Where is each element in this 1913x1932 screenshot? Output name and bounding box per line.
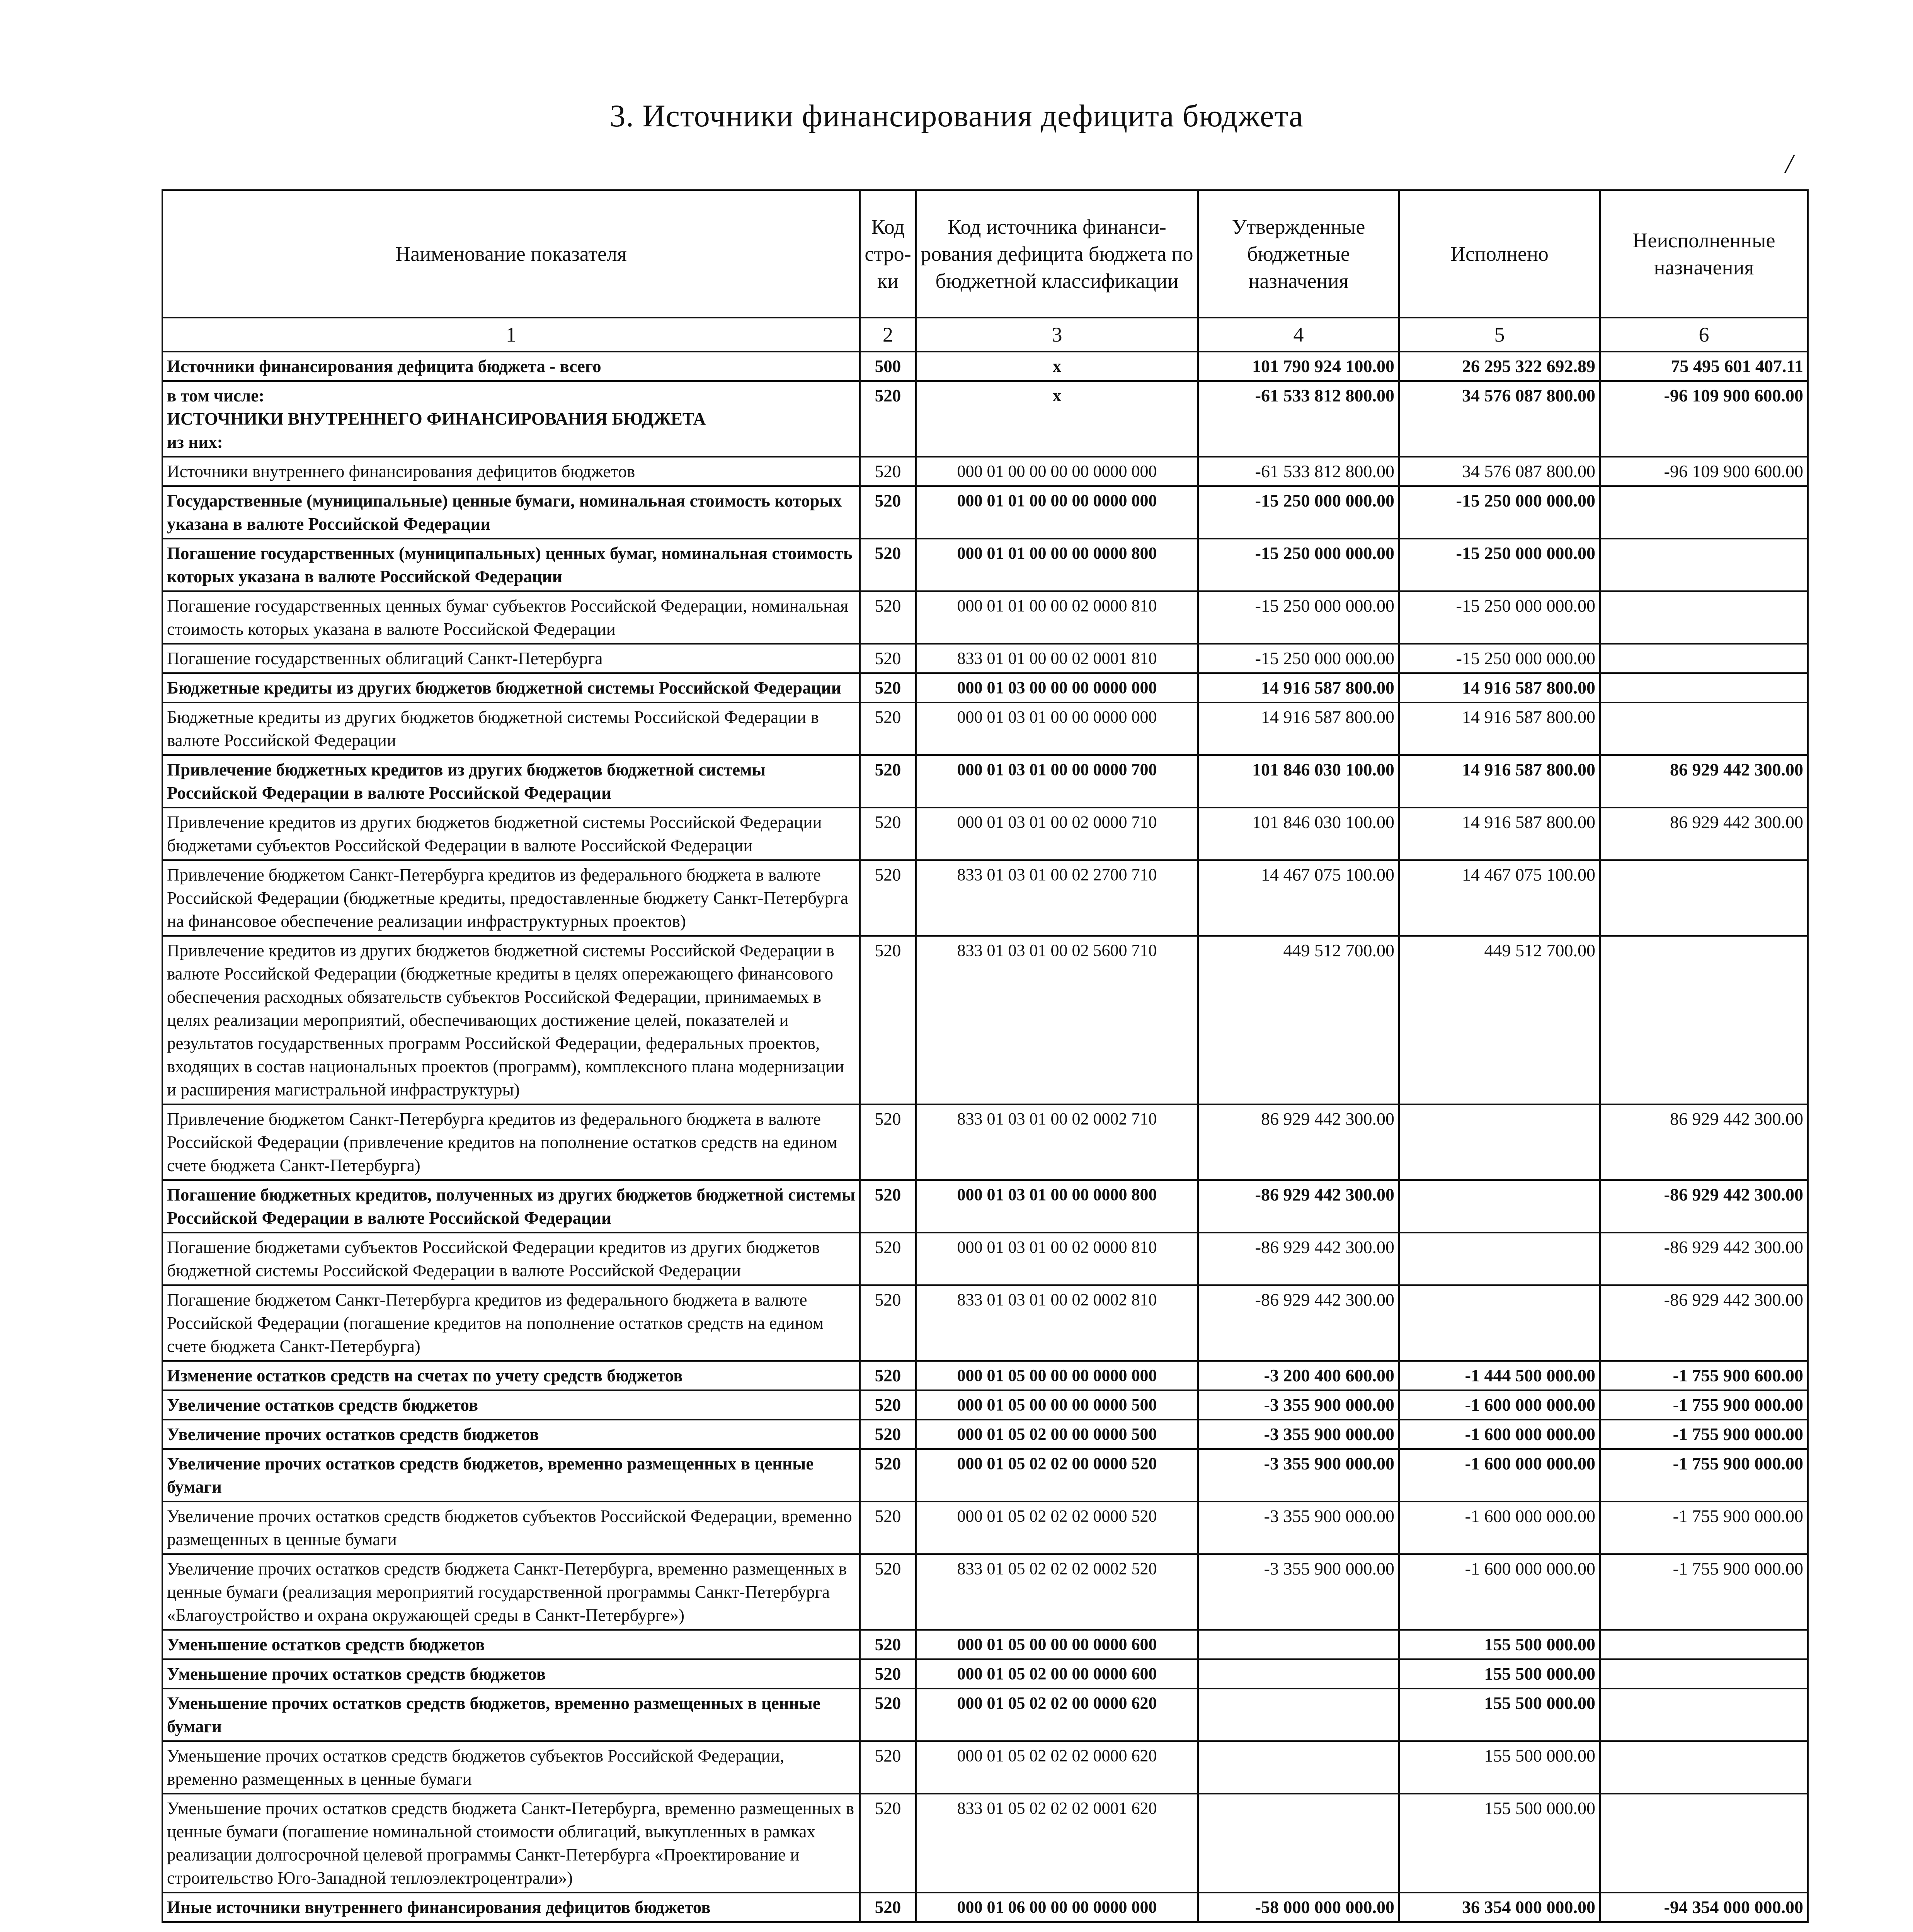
row-line-code: 520 <box>860 1449 916 1502</box>
row-executed: 14 916 587 800.00 <box>1399 673 1600 702</box>
row-executed: 26 295 322 692.89 <box>1399 352 1600 381</box>
col-header-name: Наименование показателя <box>162 190 860 318</box>
row-line-code: 520 <box>860 936 916 1104</box>
col-number: 6 <box>1600 318 1808 352</box>
row-executed: 155 500 000.00 <box>1399 1689 1600 1741</box>
row-unexecuted <box>1600 1794 1808 1893</box>
row-name: Иные источники внутреннего финансирования дефицитов бюджетов <box>162 1893 860 1922</box>
row-executed <box>1399 1104 1600 1180</box>
table-row <box>162 673 1808 702</box>
table-row <box>162 1554 1808 1630</box>
row-name: Увеличение прочих остатков средств бюджетов субъектов Российской Федерации, временно размещенных в ценные бумаги <box>162 1502 860 1554</box>
row-source-code: 833 01 05 02 02 02 0002 520 <box>916 1554 1198 1630</box>
row-name: Изменение остатков средств на счетах по учету средств бюджетов <box>162 1361 860 1390</box>
table-row <box>162 1361 1808 1390</box>
row-approved: -3 355 900 000.00 <box>1198 1420 1399 1449</box>
row-line-code: 520 <box>860 1659 916 1689</box>
row-executed: -1 600 000 000.00 <box>1399 1502 1600 1554</box>
row-executed: 449 512 700.00 <box>1399 936 1600 1104</box>
row-source-code: 000 01 01 00 00 00 0000 000 <box>916 486 1198 539</box>
row-source-code: 000 01 05 00 00 00 0000 500 <box>916 1390 1198 1420</box>
row-line-code: 520 <box>860 1285 916 1361</box>
row-executed: 14 916 587 800.00 <box>1399 808 1600 860</box>
row-line-code: 520 <box>860 486 916 539</box>
row-line-code: 520 <box>860 457 916 486</box>
row-name: Уменьшение прочих остатков средств бюджетов <box>162 1659 860 1689</box>
row-line-code: 520 <box>860 539 916 591</box>
row-approved: 449 512 700.00 <box>1198 936 1399 1104</box>
row-source-code: 000 01 05 02 02 00 0000 520 <box>916 1449 1198 1502</box>
row-line-code: 520 <box>860 1361 916 1390</box>
row-approved: 101 790 924 100.00 <box>1198 352 1399 381</box>
row-unexecuted <box>1600 936 1808 1104</box>
row-name: Уменьшение прочих остатков средств бюджетов, временно размещенных в ценные бумаги <box>162 1689 860 1741</box>
row-line-code: 520 <box>860 1420 916 1449</box>
table-row <box>162 1893 1808 1922</box>
col-number: 5 <box>1399 318 1600 352</box>
table-row <box>162 1449 1808 1502</box>
row-source-code: 833 01 03 01 00 02 2700 710 <box>916 860 1198 936</box>
row-name: Привлечение кредитов из других бюджетов бюджетной системы Российской Федерации в валюте Российской Федерации (бюджетные кредиты в целях опережающего финансового обеспечения расходных обязательств субъектов Российской Федерации, принимаемых в целях реализации мероприятий, обеспечивающих достижение целей, показателей и результатов государственных программ Российской Федерации, федеральных проектов, входящих в состав национальных проектов (программ), комплексного плана модернизации и расширения магистральной инфраструктуры) <box>162 936 860 1104</box>
row-line-code: 520 <box>860 1794 916 1893</box>
row-unexecuted: -96 109 900 600.00 <box>1600 381 1808 457</box>
row-source-code: 833 01 03 01 00 02 0002 710 <box>916 1104 1198 1180</box>
col-header-source-code: Код источника финанси-рования дефицита бюджета по бюджетной классификации <box>916 190 1198 318</box>
row-name: Увеличение прочих остатков средств бюджетов <box>162 1420 860 1449</box>
row-source-code: 000 01 05 00 00 00 0000 000 <box>916 1361 1198 1390</box>
table-row <box>162 808 1808 860</box>
row-unexecuted <box>1600 539 1808 591</box>
row-approved: 101 846 030 100.00 <box>1198 755 1399 808</box>
row-executed: 155 500 000.00 <box>1399 1741 1600 1794</box>
page-title: 3. Источники финансирования дефицита бюджета <box>609 98 1304 133</box>
table-row <box>162 486 1808 539</box>
row-source-code: x <box>916 352 1198 381</box>
row-source-code: 000 01 00 00 00 00 0000 000 <box>916 457 1198 486</box>
row-name: Уменьшение прочих остатков средств бюджетов субъектов Российской Федерации, временно размещенных в ценные бумаги <box>162 1741 860 1794</box>
row-unexecuted <box>1600 673 1808 702</box>
row-executed: 14 916 587 800.00 <box>1399 702 1600 755</box>
row-source-code: 000 01 05 02 02 02 0000 520 <box>916 1502 1198 1554</box>
row-line-code: 520 <box>860 860 916 936</box>
row-executed: -15 250 000 000.00 <box>1399 539 1600 591</box>
row-name: Привлечение бюджетом Санкт-Петербурга кредитов из федерального бюджета в валюте Российской Федерации (бюджетные кредиты, предоставленные бюджету Санкт-Петербурга на финансовое обеспечение реализации инфраструктурных проектов) <box>162 860 860 936</box>
row-name: Привлечение бюджетом Санкт-Петербурга кредитов из федерального бюджета в валюте Российской Федерации (привлечение кредитов на пополнение остатков средств на едином счете бюджета Санкт-Петербурга) <box>162 1104 860 1180</box>
col-number: 1 <box>162 318 860 352</box>
row-executed: 14 467 075 100.00 <box>1399 860 1600 936</box>
row-source-code: 000 01 03 01 00 00 0000 700 <box>916 755 1198 808</box>
row-line-code: 520 <box>860 1233 916 1285</box>
header-row <box>162 190 1808 318</box>
row-approved: -3 355 900 000.00 <box>1198 1554 1399 1630</box>
row-approved: 86 929 442 300.00 <box>1198 1104 1399 1180</box>
row-unexecuted: -96 109 900 600.00 <box>1600 457 1808 486</box>
row-line-code: 520 <box>860 1689 916 1741</box>
table-row <box>162 1741 1808 1794</box>
page-mark: / <box>1785 149 1793 179</box>
row-source-code: 000 01 03 01 00 00 0000 800 <box>916 1180 1198 1233</box>
table-row <box>162 457 1808 486</box>
row-executed: 155 500 000.00 <box>1399 1630 1600 1659</box>
row-unexecuted <box>1600 1689 1808 1741</box>
table-row <box>162 381 1808 457</box>
row-unexecuted: 86 929 442 300.00 <box>1600 808 1808 860</box>
row-name: Увеличение прочих остатков средств бюджета Санкт-Петербурга, временно размещенных в ценные бумаги (реализация мероприятий государственной программы Санкт-Петербурга «Благоустройство и охрана окружающей среды в Санкт-Петербурге») <box>162 1554 860 1630</box>
row-unexecuted <box>1600 1630 1808 1659</box>
row-unexecuted: -1 755 900 000.00 <box>1600 1502 1808 1554</box>
row-source-code: 000 01 06 00 00 00 0000 000 <box>916 1893 1198 1922</box>
row-executed: 34 576 087 800.00 <box>1399 457 1600 486</box>
row-approved <box>1198 1741 1399 1794</box>
row-source-code: 833 01 05 02 02 02 0001 620 <box>916 1794 1198 1893</box>
row-source-code: 000 01 03 01 00 02 0000 710 <box>916 808 1198 860</box>
row-name: Бюджетные кредиты из других бюджетов бюджетной системы Российской Федерации в валюте Российской Федерации <box>162 702 860 755</box>
row-unexecuted <box>1600 1659 1808 1689</box>
row-unexecuted <box>1600 591 1808 644</box>
row-line-code: 520 <box>860 1104 916 1180</box>
table-row <box>162 755 1808 808</box>
row-approved: 14 467 075 100.00 <box>1198 860 1399 936</box>
row-unexecuted: -94 354 000 000.00 <box>1600 1893 1808 1922</box>
table-row <box>162 702 1808 755</box>
column-number-row <box>162 318 1808 352</box>
row-executed <box>1399 1233 1600 1285</box>
row-approved: -86 929 442 300.00 <box>1198 1233 1399 1285</box>
table-row <box>162 644 1808 673</box>
table-row <box>162 1630 1808 1659</box>
table-body <box>162 352 1808 1922</box>
table-row <box>162 1180 1808 1233</box>
row-source-code: 000 01 05 00 00 00 0000 600 <box>916 1630 1198 1659</box>
col-header-unexecuted: Неисполненные назначения <box>1600 190 1808 318</box>
row-name: Погашение государственных облигаций Санкт-Петербурга <box>162 644 860 673</box>
table-row <box>162 539 1808 591</box>
row-source-code: 000 01 03 00 00 00 0000 000 <box>916 673 1198 702</box>
row-unexecuted: -1 755 900 000.00 <box>1600 1449 1808 1502</box>
row-unexecuted <box>1600 644 1808 673</box>
row-source-code: 833 01 03 01 00 02 5600 710 <box>916 936 1198 1104</box>
row-name: Привлечение бюджетных кредитов из других бюджетов бюджетной системы Российской Федерации в валюте Российской Федерации <box>162 755 860 808</box>
row-approved <box>1198 1630 1399 1659</box>
row-executed: 34 576 087 800.00 <box>1399 381 1600 457</box>
col-header-executed: Исполнено <box>1399 190 1600 318</box>
row-name: Увеличение остатков средств бюджетов <box>162 1390 860 1420</box>
row-unexecuted: -1 755 900 000.00 <box>1600 1390 1808 1420</box>
row-name: Погашение бюджетами субъектов Российской Федерации кредитов из других бюджетов бюджетной системы Российской Федерации в валюте Российской Федерации <box>162 1233 860 1285</box>
row-source-code: x <box>916 381 1198 457</box>
row-name: Погашение государственных ценных бумаг субъектов Российской Федерации, номинальная стоимость которых указана в валюте Российской Федерации <box>162 591 860 644</box>
row-approved <box>1198 1659 1399 1689</box>
row-executed: -1 600 000 000.00 <box>1399 1390 1600 1420</box>
row-name: Погашение бюджетных кредитов, полученных из других бюджетов бюджетной системы Российской Федерации в валюте Российской Федерации <box>162 1180 860 1233</box>
row-approved: -86 929 442 300.00 <box>1198 1285 1399 1361</box>
row-executed: 155 500 000.00 <box>1399 1794 1600 1893</box>
row-name: Государственные (муниципальные) ценные бумаги, номинальная стоимость которых указана в валюте Российской Федерации <box>162 486 860 539</box>
row-unexecuted: 86 929 442 300.00 <box>1600 755 1808 808</box>
row-executed: -1 600 000 000.00 <box>1399 1554 1600 1630</box>
row-source-code: 000 01 05 02 00 00 0000 600 <box>916 1659 1198 1689</box>
row-line-code: 520 <box>860 1893 916 1922</box>
row-line-code: 520 <box>860 1180 916 1233</box>
row-name: Бюджетные кредиты из других бюджетов бюджетной системы Российской Федерации <box>162 673 860 702</box>
row-source-code: 000 01 05 02 02 02 0000 620 <box>916 1741 1198 1794</box>
row-approved: -15 250 000 000.00 <box>1198 644 1399 673</box>
table-row <box>162 591 1808 644</box>
row-name: в том числе: ИСТОЧНИКИ ВНУТРЕННЕГО ФИНАНСИРОВАНИЯ БЮДЖЕТА из них: <box>162 381 860 457</box>
row-approved: -3 355 900 000.00 <box>1198 1502 1399 1554</box>
row-line-code: 520 <box>860 1502 916 1554</box>
row-approved: -15 250 000 000.00 <box>1198 486 1399 539</box>
table-row <box>162 1794 1808 1893</box>
row-approved: -3 200 400 600.00 <box>1198 1361 1399 1390</box>
row-approved: -3 355 900 000.00 <box>1198 1449 1399 1502</box>
row-name: Источники финансирования дефицита бюджета - всего <box>162 352 860 381</box>
table-row <box>162 936 1808 1104</box>
col-number: 3 <box>916 318 1198 352</box>
row-unexecuted: 86 929 442 300.00 <box>1600 1104 1808 1180</box>
table-row <box>162 1689 1808 1741</box>
row-source-code: 000 01 05 02 00 00 0000 500 <box>916 1420 1198 1449</box>
row-source-code: 000 01 05 02 02 00 0000 620 <box>916 1689 1198 1741</box>
table-row <box>162 1502 1808 1554</box>
financing-sources-table <box>162 189 1809 1923</box>
table-row <box>162 860 1808 936</box>
row-line-code: 520 <box>860 673 916 702</box>
row-approved: 101 846 030 100.00 <box>1198 808 1399 860</box>
row-line-code: 520 <box>860 644 916 673</box>
row-line-code: 520 <box>860 702 916 755</box>
row-source-code: 000 01 03 01 00 00 0000 000 <box>916 702 1198 755</box>
row-unexecuted: -1 755 900 600.00 <box>1600 1361 1808 1390</box>
row-unexecuted <box>1600 860 1808 936</box>
row-approved: 14 916 587 800.00 <box>1198 702 1399 755</box>
table-row <box>162 352 1808 381</box>
row-line-code: 520 <box>860 381 916 457</box>
col-header-approved: Утвержденные бюджетные назначения <box>1198 190 1399 318</box>
row-executed: -1 444 500 000.00 <box>1399 1361 1600 1390</box>
table-row <box>162 1420 1808 1449</box>
table-row <box>162 1233 1808 1285</box>
col-number: 4 <box>1198 318 1399 352</box>
row-executed: -15 250 000 000.00 <box>1399 644 1600 673</box>
row-source-code: 833 01 01 00 00 02 0001 810 <box>916 644 1198 673</box>
row-approved: -15 250 000 000.00 <box>1198 591 1399 644</box>
row-executed: 14 916 587 800.00 <box>1399 755 1600 808</box>
row-executed: -15 250 000 000.00 <box>1399 486 1600 539</box>
col-number: 2 <box>860 318 916 352</box>
row-approved <box>1198 1689 1399 1741</box>
row-executed: 155 500 000.00 <box>1399 1659 1600 1689</box>
row-unexecuted: -86 929 442 300.00 <box>1600 1180 1808 1233</box>
row-approved: -3 355 900 000.00 <box>1198 1390 1399 1420</box>
row-executed: -15 250 000 000.00 <box>1399 591 1600 644</box>
row-line-code: 500 <box>860 352 916 381</box>
row-approved: -86 929 442 300.00 <box>1198 1180 1399 1233</box>
row-source-code: 000 01 01 00 00 00 0000 800 <box>916 539 1198 591</box>
row-approved: -61 533 812 800.00 <box>1198 381 1399 457</box>
row-approved: -61 533 812 800.00 <box>1198 457 1399 486</box>
row-unexecuted <box>1600 486 1808 539</box>
row-unexecuted: -1 755 900 000.00 <box>1600 1554 1808 1630</box>
row-executed <box>1399 1285 1600 1361</box>
row-unexecuted <box>1600 702 1808 755</box>
row-line-code: 520 <box>860 755 916 808</box>
row-name: Источники внутреннего финансирования дефицитов бюджетов <box>162 457 860 486</box>
row-name: Погашение бюджетом Санкт-Петербурга кредитов из федерального бюджета в валюте Российской Федерации (погашение кредитов на пополнение остатков средств на едином счете бюджета Санкт-Петербурга) <box>162 1285 860 1361</box>
row-line-code: 520 <box>860 1630 916 1659</box>
row-line-code: 520 <box>860 1741 916 1794</box>
row-name: Увеличение прочих остатков средств бюджетов, временно размещенных в ценные бумаги <box>162 1449 860 1502</box>
row-line-code: 520 <box>860 808 916 860</box>
row-unexecuted: -1 755 900 000.00 <box>1600 1420 1808 1449</box>
row-executed: 36 354 000 000.00 <box>1399 1893 1600 1922</box>
row-unexecuted: 75 495 601 407.11 <box>1600 352 1808 381</box>
row-source-code: 833 01 03 01 00 02 0002 810 <box>916 1285 1198 1361</box>
row-unexecuted <box>1600 1741 1808 1794</box>
row-unexecuted: -86 929 442 300.00 <box>1600 1285 1808 1361</box>
row-source-code: 000 01 03 01 00 02 0000 810 <box>916 1233 1198 1285</box>
row-name: Уменьшение остатков средств бюджетов <box>162 1630 860 1659</box>
row-line-code: 520 <box>860 1554 916 1630</box>
table-row <box>162 1104 1808 1180</box>
row-source-code: 000 01 01 00 00 02 0000 810 <box>916 591 1198 644</box>
table-row <box>162 1659 1808 1689</box>
row-approved: 14 916 587 800.00 <box>1198 673 1399 702</box>
row-name: Привлечение кредитов из других бюджетов бюджетной системы Российской Федерации бюджетами субъектов Российской Федерации в валюте Российской Федерации <box>162 808 860 860</box>
col-header-line-code: Код стро-ки <box>860 190 916 318</box>
row-name: Уменьшение прочих остатков средств бюджета Санкт-Петербурга, временно размещенных в ценные бумаги (погашение номинальной стоимости облигаций, выкупленных в рамках реализации долгосрочной целевой программы Санкт-Петербурга «Проектирование и строительство Юго-Западной теплоэлектроцентрали») <box>162 1794 860 1893</box>
row-approved: -58 000 000 000.00 <box>1198 1893 1399 1922</box>
row-line-code: 520 <box>860 1390 916 1420</box>
row-executed: -1 600 000 000.00 <box>1399 1449 1600 1502</box>
row-executed <box>1399 1180 1600 1233</box>
row-approved: -15 250 000 000.00 <box>1198 539 1399 591</box>
row-unexecuted: -86 929 442 300.00 <box>1600 1233 1808 1285</box>
row-line-code: 520 <box>860 591 916 644</box>
table-row <box>162 1285 1808 1361</box>
row-name: Погашение государственных (муниципальных) ценных бумаг, номинальная стоимость которых указана в валюте Российской Федерации <box>162 539 860 591</box>
table-row <box>162 1390 1808 1420</box>
row-approved <box>1198 1794 1399 1893</box>
row-executed: -1 600 000 000.00 <box>1399 1420 1600 1449</box>
